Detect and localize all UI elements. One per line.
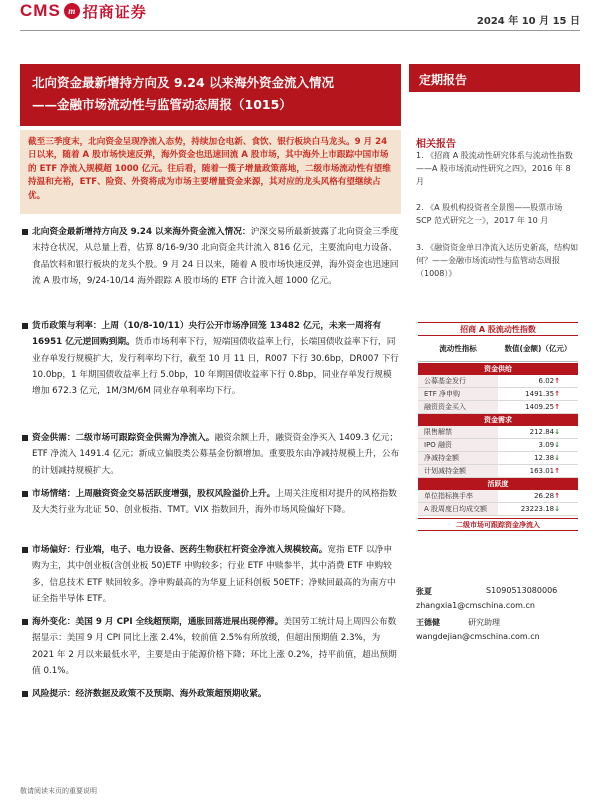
related-report-item[interactable]: 3. 《融资资金单日净流入达历史新高，结构如何？——金融市场流动性与监管动态周报（1008）》 (416, 243, 579, 278)
company-logo (20, 0, 147, 22)
report-date: 2024 年 10 月 15 日 (476, 16, 580, 27)
liquidity-table-header (418, 336, 578, 362)
key-point: 北向资金最新增持方向及 9.24 以来海外资金流入情况：沪深交易所最新披露了北向资金三季度末持仓状况，从总量上看，估算 8/16-9/30 北向资金共计流入 816 亿元，主要流向电力设备、食品饮料和银行板块的龙头个股。9 月 24 日以来，随着 A 股市场快速反弹，海外资金也迅速回流 A 股市场，9/24-10/14 海外跟踪 A 股市场的 ETF 合计流入超 1000 亿元。 (20, 224, 400, 289)
analyst-name: 张夏 (416, 587, 432, 596)
trend-arrow-icon: ↑ (554, 377, 560, 385)
trend-arrow-icon: ↑ (554, 390, 560, 398)
key-point: 资金供需：二级市场可跟踪资金供需为净流入。融资余额上升，融资资金净买入 1409.3 亿元；ETF 净流入 1491.4 亿元；新成立偏股类公募基金份额增加。重要股东由净减持规模上升，公布的计划减持规模扩大。 (20, 430, 400, 479)
key-point: 海外变化：美国 9 月 CPI 全线超预期，通胀回落进展出现停滞。美国劳工统计局上周四公布数据显示：美国 9 月 CPI 同比上涨 2.4%，较前值 2.5%有所放缓，但超出预期值 2.3%，为 2021 年 2 月以来最低水平，主要是由于能源价格下降；环比上涨 0.2%，持平前值，超出预期值 0.1%。 (20, 614, 400, 679)
trend-arrow-icon: ↓ (554, 441, 560, 449)
analyst-email[interactable]: zhangxia1@cmschina.com.cn (416, 601, 535, 610)
column-header-value: 数值(金额)（亿元） (504, 344, 572, 353)
table-row: 单位指标换手率 26.28↑ (418, 490, 578, 503)
assistant-role: 研究助理 (468, 618, 500, 627)
table-section-activity: 活跃度 (418, 478, 578, 490)
trend-arrow-icon: ↓ (554, 428, 560, 436)
table-row: 计划减持金额 163.01↑ (418, 465, 578, 478)
assistant-name: 王德健 (416, 618, 440, 627)
logo-mark-icon: m (64, 3, 80, 19)
table-section-supply: 资金供给 (418, 363, 578, 375)
related-report-item[interactable]: 1. 《招商 A 股流动性研究体系与流动性指数——A 股市场流动性研究之四》，2016 年 8 月 (416, 151, 573, 186)
key-point: 风险提示：经济数据及政策不及预期、海外政策超预期收紧。 (20, 686, 400, 702)
trend-arrow-icon: ↑ (554, 492, 560, 500)
trend-arrow-icon: ↓ (554, 505, 560, 513)
table-row: 限售解禁 212.84↓ (418, 426, 578, 439)
related-reports-title: 相关报告 (416, 139, 456, 150)
key-point: 市场情绪：上周融资资金交易活跃度增强，股权风险溢价上升。上周关注度相对提升的风格指数及大类行业为北证 50、创业板指、TMT。VIX 指数回升，海外市场风险偏好下降。 (20, 486, 400, 519)
related-report-item[interactable]: 2. 《A 股机构投资者全景图——股票市场 SCP 范式研究之一》，2017 年 10 月 (416, 203, 563, 225)
trend-arrow-icon: ↑ (554, 403, 560, 411)
key-point: 市场偏好：行业端，电子、电力设备、医药生物获杠杆资金净流入规模较高。宽指 ETF 以净申购为主，其中创业板(含创业板 50)ETF 申购较多；行业 ETF 申赎参半，其中消费 ETF 申购较多，信息技术 ETF 赎回较多。净申购最高的为华夏上证科创板 50ETF；净赎回最高的为南方中证全指半导体 ETF。 (20, 542, 400, 607)
header-divider (20, 30, 580, 31)
logo-text-cn: 招商证券 (82, 2, 147, 21)
table-row: 融资资金买入 1409.25↑ (418, 401, 578, 414)
table-row: IPO 融资 3.09↓ (418, 439, 578, 452)
disclaimer-note: 敬请阅读末页的重要说明 (20, 787, 97, 795)
table-row: 公募基金发行 6.02↑ (418, 375, 578, 388)
liquidity-table-footer: 二级市场可跟踪资金净流入 (418, 518, 578, 531)
trend-arrow-icon: ↑ (554, 467, 560, 475)
table-row: A 股周度日均成交额 23223.18↓ (418, 503, 578, 516)
assistant-email[interactable]: wangdejian@cmschina.com.cn (416, 632, 540, 641)
report-title: 北向资金最新增持方向及 9.24 以来海外资金流入情况 (32, 75, 335, 90)
logo-text-en: CMS (20, 1, 61, 20)
table-section-demand: 资金需求 (418, 414, 578, 426)
report-subtitle: ——金融市场流动性与监管动态周报（1015） (32, 97, 292, 112)
table-row: 净减持金额 12.38↓ (418, 452, 578, 465)
summary-box: 截至三季度末，北向资金呈现净流入态势，持续加仓电新、食饮、银行板块白马龙头。9 月 24 日以来，随着 A 股市场快速反弹，海外资金也迅速回流 A 股市场，其中海外上市跟踪中国市场的 ETF 净流入规模超 1000 亿元。往后看，随着一揽子增量政策落地，二级市场流动性有望维持温和充裕，ETF、险资、外资将成为市场主要增量资金来源，其对应的龙头风格有望继续占优。 (20, 130, 401, 214)
report-type-label: 定期报告 (409, 64, 580, 92)
trend-arrow-icon: ↓ (554, 454, 560, 462)
liquidity-table-title: 招商 A 股流动性指数 (418, 322, 578, 336)
analyst-cert-id: S1090513080006 (486, 586, 558, 595)
key-point: 货币政策与利率：上周（10/8-10/11）央行公开市场净回笼 13482 亿元，未来一周将有 16951 亿元逆回购到期。货币市场利率下行，短端国债收益率上行，长端国债收益率下行，同业存单发行规模扩大，发行利率均下行，截至 10 月 11 日，R007 下行 30.6bp，DR007 下行 10.0bp，1 年期国债收益率上行 5.0bp，10 年期国债收益率下行 0.8bp，同业存单发行规模增加 672.3 亿元，1M/3M/6M 同业存单利率均下行。 (20, 318, 400, 399)
report-title-banner (20, 64, 401, 126)
column-header-indicator: 流动性指标 (439, 344, 477, 353)
table-row: ETF 净申购 1491.35↑ (418, 388, 578, 401)
